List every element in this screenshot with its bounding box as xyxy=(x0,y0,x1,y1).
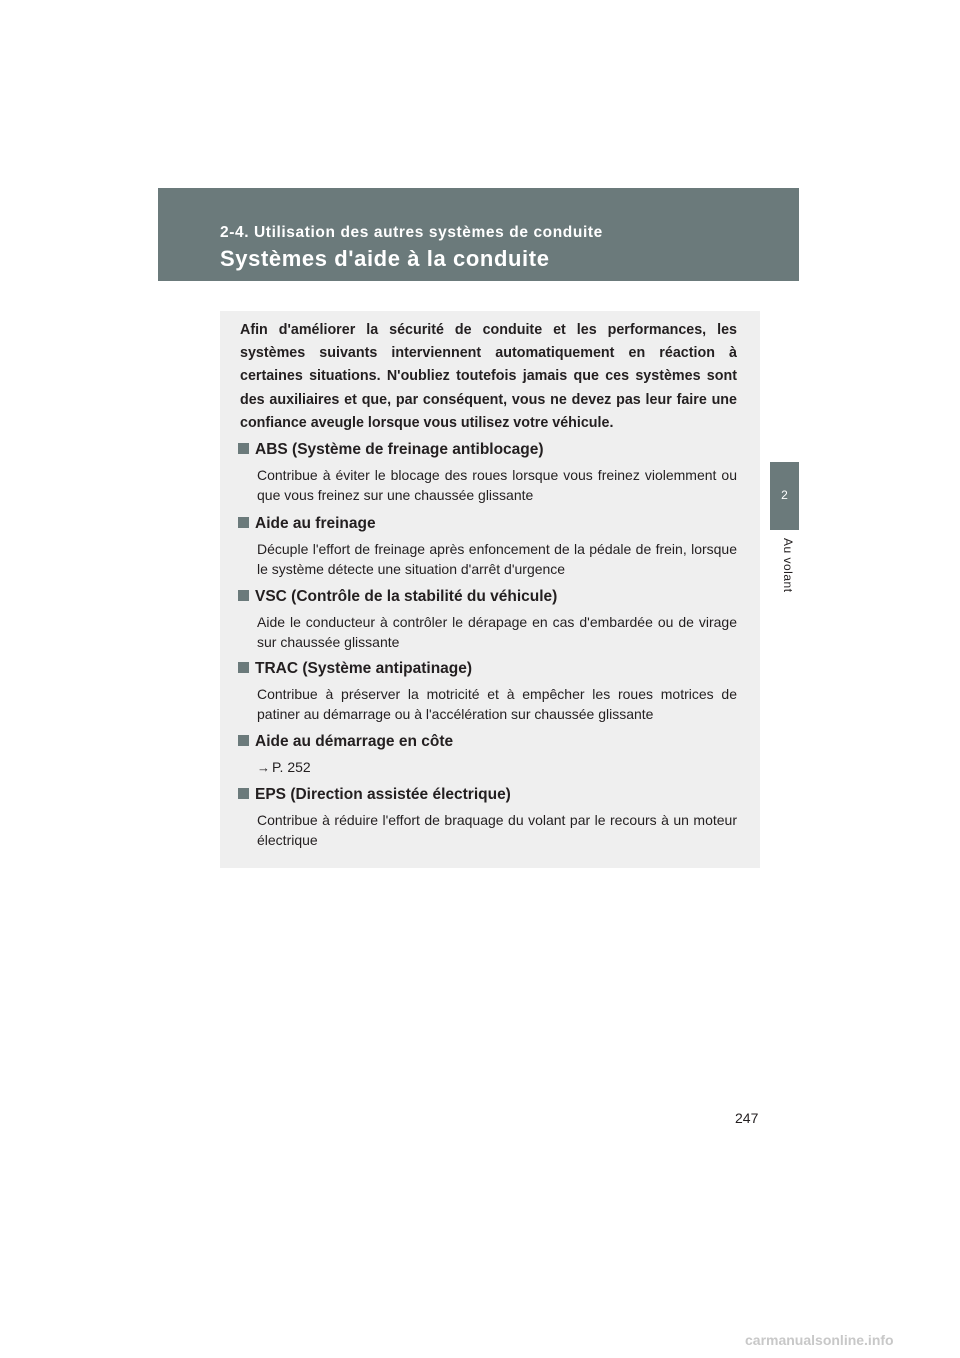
item-heading-text: VSC (Contrôle de la stabilité du véhicule) xyxy=(255,588,558,605)
item-heading xyxy=(238,440,737,460)
item-heading-text: ABS (Système de freinage antiblocage) xyxy=(255,441,544,458)
item-heading xyxy=(238,732,737,752)
item-eps xyxy=(238,785,737,850)
item-hill-start-assist xyxy=(238,732,737,778)
item-heading-text: EPS (Direction assistée électrique) xyxy=(255,786,511,803)
chapter-header xyxy=(158,188,799,281)
item-text: Décuple l'effort de freinage après enfoncement de la pédale de frein, lorsque le système détecte une situation d'arrêt d'urgence xyxy=(257,541,737,577)
item-heading xyxy=(238,659,737,679)
page-number: 247 xyxy=(735,1110,759,1126)
square-bullet-icon xyxy=(238,517,249,528)
item-text: Aide le conducteur à contrôler le dérapage en cas d'embardée ou de virage sur chaussée glissante xyxy=(257,614,737,650)
item-trac xyxy=(238,659,737,724)
watermark: carmanualsonline.info xyxy=(745,1332,894,1348)
item-abs xyxy=(238,440,737,505)
square-bullet-icon xyxy=(238,788,249,799)
square-bullet-icon xyxy=(238,443,249,454)
item-heading-text: Aide au démarrage en côte xyxy=(255,733,454,750)
item-heading xyxy=(238,785,737,805)
section-label: 2-4. Utilisation des autres systèmes de conduite xyxy=(220,224,603,241)
page-reference-link[interactable] xyxy=(257,758,737,778)
page-title: Systèmes d'aide à la conduite xyxy=(220,246,550,271)
item-heading xyxy=(238,514,737,534)
square-bullet-icon xyxy=(238,735,249,746)
content-box xyxy=(220,311,760,868)
chapter-tab[interactable] xyxy=(770,462,799,530)
intro-paragraph: Afin d'améliorer la sécurité de conduite et les performances, les systèmes suivants interviennent automatiquement en réaction à certaines situations. N'oubliez toutefois jamais que ces systèmes sont des auxiliaires et que, par conséquent, vous ne devez pas leur faire une confiance aveugle lorsque vous utilisez votre véhicule. xyxy=(240,322,737,431)
item-brake-assist xyxy=(238,514,737,579)
square-bullet-icon xyxy=(238,590,249,601)
item-text: Contribue à éviter le blocage des roues lorsque vous freinez violemment ou que vous freinez sur une chaussée glissante xyxy=(257,467,737,503)
page-reference-text: P. 252 xyxy=(272,759,311,775)
item-vsc xyxy=(238,587,737,652)
chapter-tab-label: Au volant xyxy=(781,538,795,593)
item-heading-text: TRAC (Système antipatinage) xyxy=(255,660,473,677)
item-heading-text: Aide au freinage xyxy=(255,515,376,532)
arrow-right-icon: → xyxy=(257,760,270,775)
item-heading xyxy=(238,587,737,607)
item-text: Contribue à réduire l'effort de braquage du volant par le recours à un moteur électrique xyxy=(257,812,737,848)
item-text: Contribue à préserver la motricité et à empêcher les roues motrices de patiner au démarrage ou à l'accélération sur chaussée glissante xyxy=(257,686,737,722)
square-bullet-icon xyxy=(238,662,249,673)
chapter-tab-number: 2 xyxy=(781,488,788,502)
